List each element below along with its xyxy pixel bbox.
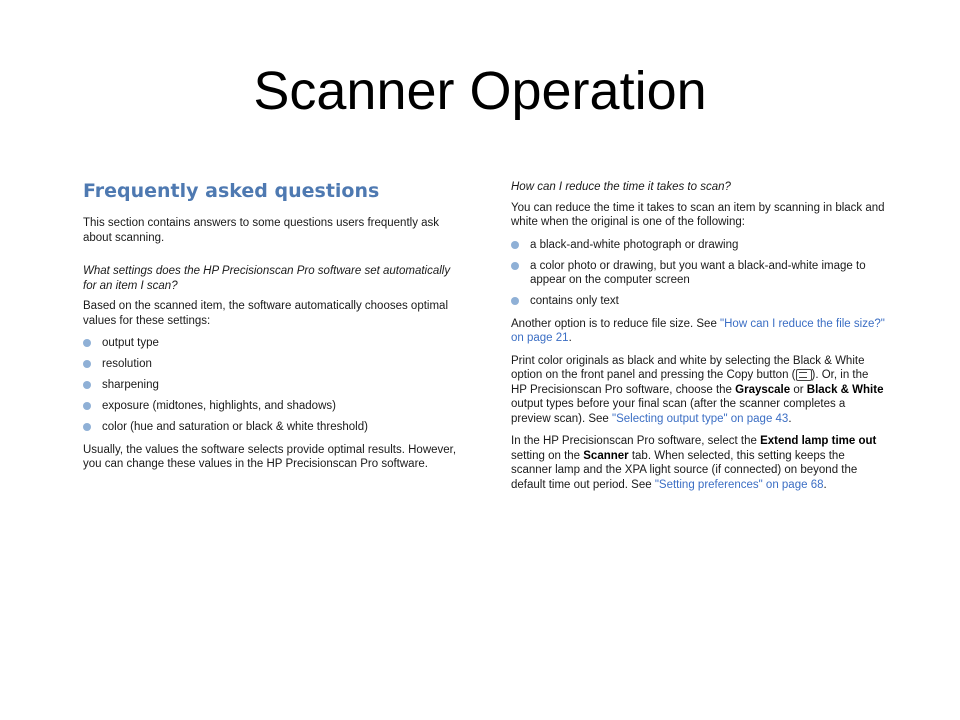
bullet-icon: [83, 339, 91, 347]
originals-list: [511, 238, 886, 309]
link-file-size[interactable]: "How can I reduce the file size?" on page 21: [511, 317, 885, 344]
copy-button-icon: [796, 369, 812, 381]
black-white-paragraph: Print color originals as black and white by selecting the Black & White option on the front panel and pressing the Copy button ( ). Or, in the HP Precisionscan Pro software, choose the Grayscale or Black & White output types before your final scan (after the scanner completes a preview scan). See "Selecting output type" on page 43.: [511, 354, 884, 425]
list-item: output type: [83, 336, 458, 351]
bullet-icon: [511, 297, 519, 305]
bullet-icon: [83, 402, 91, 410]
list-item: resolution: [83, 357, 458, 372]
faq-question-scan-time: How can I reduce the time it takes to scan?: [511, 181, 731, 193]
bullet-icon: [83, 381, 91, 389]
left-column: [83, 178, 458, 480]
list-item: a black-and-white photograph or drawing: [511, 238, 886, 253]
list-item: exposure (midtones, highlights, and shadows): [83, 399, 458, 414]
lamp-timeout-paragraph: In the HP Precisionscan Pro software, select the Extend lamp time out setting on the Scanner tab. When selected, this setting keeps the scanner lamp and the XPA light source (if connected) on beyond the default time out period. See "Setting preferences" on page 68.: [511, 435, 877, 491]
right-column: [511, 180, 886, 500]
link-output-type[interactable]: "Selecting output type" on page 43: [612, 412, 789, 425]
bullet-icon: [511, 241, 519, 249]
link-preferences[interactable]: "Setting preferences" on page 68: [654, 478, 824, 491]
reduce-file-size-paragraph: Another option is to reduce file size. See "How can I reduce the file size?" on page 21.: [511, 317, 885, 344]
settings-list: [83, 336, 458, 435]
faq-question-settings: What settings does the HP Precisionscan Pro software set automatically for an item I scan?: [83, 265, 451, 292]
scan-time-intro: You can reduce the time it takes to scan an item by scanning in black and white when the original is one of the following:: [511, 201, 885, 228]
bullet-icon: [83, 360, 91, 368]
bullet-icon: [511, 262, 519, 270]
bullet-icon: [83, 423, 91, 431]
list-item: color (hue and saturation or black & white threshold): [83, 420, 458, 435]
list-item: contains only text: [511, 294, 886, 309]
faq-answer-settings: Based on the scanned item, the software automatically chooses optimal values for these settings:: [83, 300, 449, 327]
faq-heading: Frequently asked questions: [83, 180, 380, 202]
faq-intro: This section contains answers to some questions users frequently ask about scanning.: [83, 217, 440, 244]
faq-closing: Usually, the values the software selects provide optimal results. However, you can change these values in the HP Precisionscan Pro software.: [83, 443, 457, 470]
list-item: a color photo or drawing, but you want a black-and-white image to appear on the computer screen: [511, 259, 886, 288]
slide-title: Scanner Operation: [253, 61, 707, 121]
list-item: sharpening: [83, 378, 458, 393]
